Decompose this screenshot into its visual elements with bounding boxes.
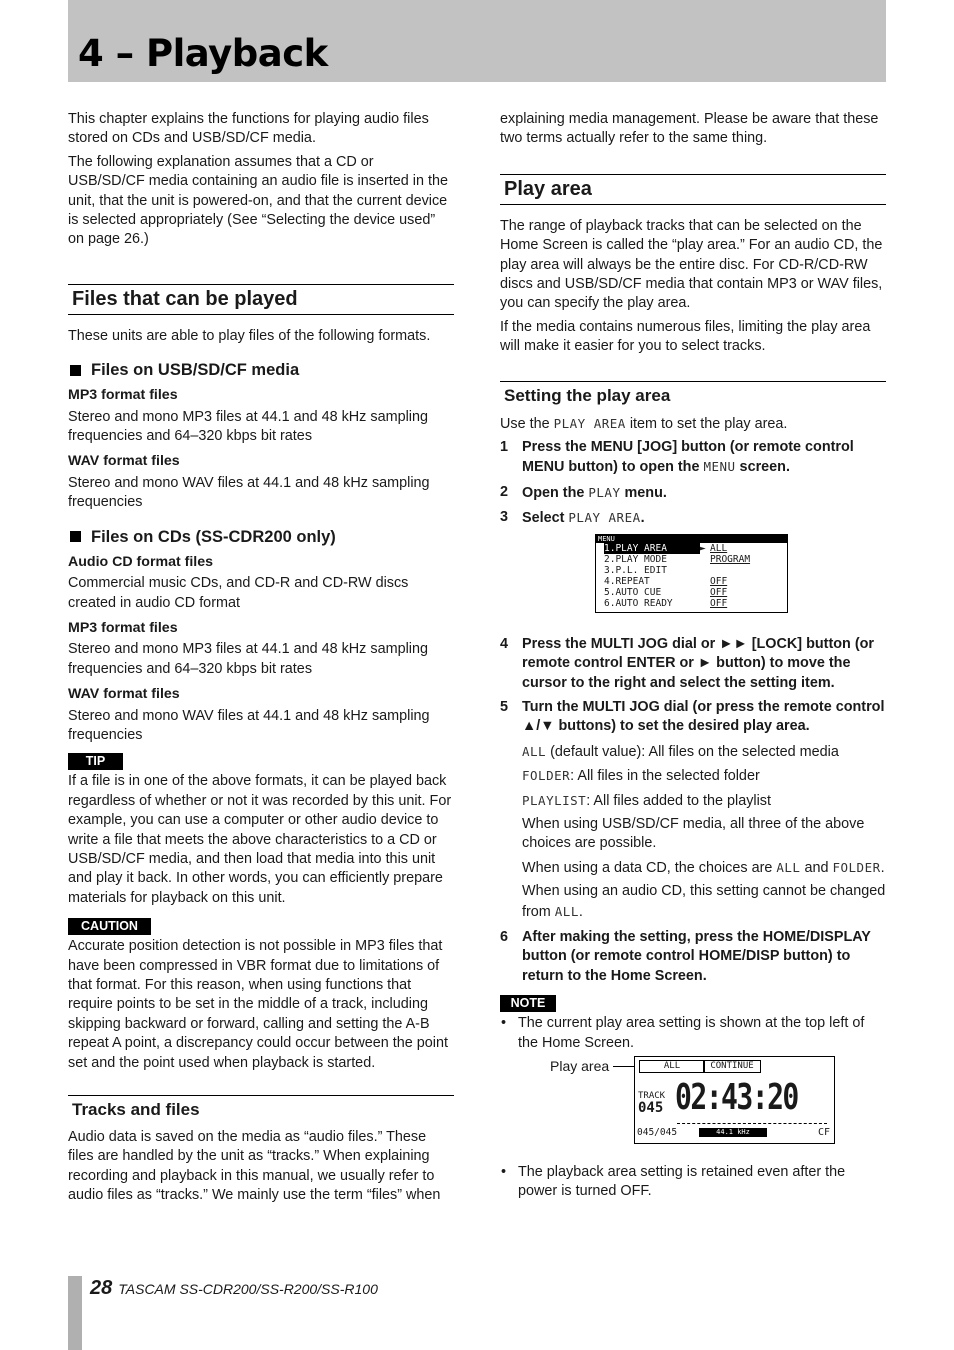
section-heading-files: Files that can be played: [68, 284, 454, 315]
step-2: 2 Open the PLAY menu.: [500, 483, 667, 501]
subsection-heading-usb: Files on USB/SD/CF media: [68, 360, 454, 380]
format-title: MP3 format files: [68, 619, 178, 636]
menu-row: 1.PLAY AREA ► ALL: [604, 542, 728, 554]
menu-row: 2.PLAY MODE PROGRAM: [604, 553, 751, 565]
menu-rows: [596, 543, 787, 609]
menu-row: 3.P.L. EDIT: [604, 564, 667, 576]
intro-paragraph: The following explanation assumes that a CD or USB/SD/CF media containing an audio file is inserted in the unit, that the unit is powered-on, and that the current device is selected appropriately (See “Selecting the device used” on page 26.): [68, 153, 448, 248]
left-column: [68, 110, 454, 1210]
chapter-header: [68, 0, 886, 82]
usb-note: When using USB/SD/CF media, all three of the above choices are possible.: [522, 815, 865, 852]
option-folder: FOLDER: All files in the selected folder: [522, 768, 760, 785]
menu-row: 5.AUTO CUE OFF: [604, 586, 728, 598]
format-title: WAV format files: [68, 686, 180, 703]
page-footer: [90, 1276, 378, 1301]
format-title: MP3 format files: [68, 387, 178, 404]
audiocd-note: When using an audio CD, this setting cannot be changed from ALL.: [522, 883, 886, 920]
step-5: 5 Turn the MULTI JOG dial (or press the remote control ▲/▼ buttons) to set the desired play area.: [500, 698, 885, 735]
step-6: 6 After making the setting, press the HOME/DISPLAY button (or remote control HOME/DISP button) to return to the Home Screen.: [500, 928, 871, 984]
play-area-indicator: ALL: [639, 1060, 705, 1073]
paragraph: Stereo and mono MP3 files at 44.1 and 48 kHz sampling frequencies and 64–320 kbps bit rates: [68, 641, 428, 677]
paragraph: explaining media management. Please be aware that these two terms actually refer to the same thing.: [500, 111, 879, 147]
section-heading-play-area: Play area: [500, 174, 886, 205]
chapter-title: 4 – Playback: [78, 32, 328, 75]
caution-text: Accurate position detection is not possible in MP3 files that have been compressed in VBR format due to limitations of that format. For this reason, when using functions that require points to be set in the middle of a track, including skipping backward or forward, calling and setting the A-B repeat A point, a discrepancy could occur between the point set and the point used when playback is started.: [68, 938, 449, 1071]
media-type: CF: [817, 1127, 830, 1138]
intro-paragraph: This chapter explains the functions for playing audio files stored on CDs and USB/SD/CF media.: [68, 111, 429, 147]
menu-title: MENU: [596, 535, 787, 543]
step-1: 1 Press the MENU [JOG] button (or remote control MENU button) to open the MENU screen.: [500, 439, 854, 476]
option-all: ALL (default value): All files on the selected media: [522, 743, 839, 760]
footer-bar: [68, 1276, 82, 1350]
subsection-heading-cd: Files on CDs (SS-CDR200 only): [68, 527, 454, 547]
paragraph: Commercial music CDs, and CD-R and CD-RW discs created in audio CD format: [68, 575, 409, 611]
step-4: 4 Press the MULTI JOG dial or ►► [LOCK] button (or remote control ENTER or ► button) to move the cursor to the right and select the setting item.: [500, 635, 875, 691]
paragraph: If the media contains numerous files, limiting the play area will make it easier for you to select tracks.: [500, 318, 871, 355]
step-3: 3 Select PLAY AREA.: [500, 509, 645, 527]
sample-rate: 44.1 kHz: [699, 1128, 767, 1137]
menu-row: 6.AUTO READY OFF: [604, 597, 728, 609]
format-title: Audio CD format files: [68, 553, 214, 570]
section-heading-setting: Setting the play area: [500, 381, 886, 406]
paragraph: Stereo and mono MP3 files at 44.1 and 48 kHz sampling frequencies and 64–320 kbps bit rates: [68, 408, 428, 445]
datacd-note: When using a data CD, the choices are ALL and FOLDER.: [522, 859, 885, 876]
elapsed-time: 02:43:20: [675, 1077, 798, 1118]
home-screen-lcd: [634, 1056, 835, 1144]
tip-text: If a file is in one of the above formats, it can be played back regardless of whether or not it was recorded by this unit. For example, you can use a computer or other audio device to write a file that meets the above characteristics to a CD or USB/SD/CF media, and then load that media into this unit and play it back. In other words, you can efficiently prepare materials for playback on this unit.: [68, 773, 452, 906]
progress-bar: [677, 1119, 827, 1124]
format-title: WAV format files: [68, 453, 180, 470]
caution-label: CAUTION: [68, 918, 151, 935]
square-bullet-icon: [70, 531, 81, 542]
play-area-callout: Play area: [550, 1058, 610, 1074]
right-column: [500, 110, 886, 1206]
menu-row: 4.REPEAT OFF: [604, 575, 728, 587]
square-bullet-icon: [70, 365, 81, 376]
page-number: 28: [90, 1277, 113, 1299]
tip-label: TIP: [68, 753, 123, 770]
note-item: • The current play area setting is shown at the top left of the Home Screen.: [501, 1015, 865, 1051]
model-name: TASCAM SS-CDR200/SS-R200/SS-R100: [118, 1281, 378, 1297]
paragraph: The range of playback tracks that can be selected on the Home Screen is called the “play area.” For an audio CD, the play area will always be the entire disc. For CD-R/CD-RW discs and USB/SD/CF media that contain MP3 or WAV files, you can specify the play area.: [500, 217, 883, 312]
paragraph: Use the PLAY AREA item to set the play area.: [500, 415, 788, 432]
track-count: 045/045: [637, 1127, 678, 1138]
option-playlist: PLAYLIST: All files added to the playlist: [522, 792, 772, 809]
paragraph: These units are able to play files of the following formats.: [68, 327, 431, 344]
note-item: • The playback area setting is retained even after the power is turned OFF.: [501, 1164, 846, 1200]
track-label: TRACK: [638, 1091, 666, 1101]
paragraph: Audio data is saved on the media as “audio files.” These files are handled by the unit as “tracks.” When explaining recording and playback in this manual, we usually refer to audio files as “tracks.” We mainly use the term “files” when: [68, 1129, 441, 1204]
menu-screen-lcd: [595, 534, 788, 613]
note-label: NOTE: [500, 995, 556, 1012]
track-number: 045: [638, 1100, 664, 1116]
play-mode-indicator: CONTINUE: [703, 1060, 761, 1073]
paragraph: Stereo and mono WAV files at 44.1 and 48 kHz sampling frequencies: [68, 474, 430, 511]
paragraph: Stereo and mono WAV files at 44.1 and 48 kHz sampling frequencies: [68, 707, 430, 743]
home-screen-figure: [500, 1057, 886, 1149]
section-heading-tracks: Tracks and files: [68, 1095, 454, 1120]
